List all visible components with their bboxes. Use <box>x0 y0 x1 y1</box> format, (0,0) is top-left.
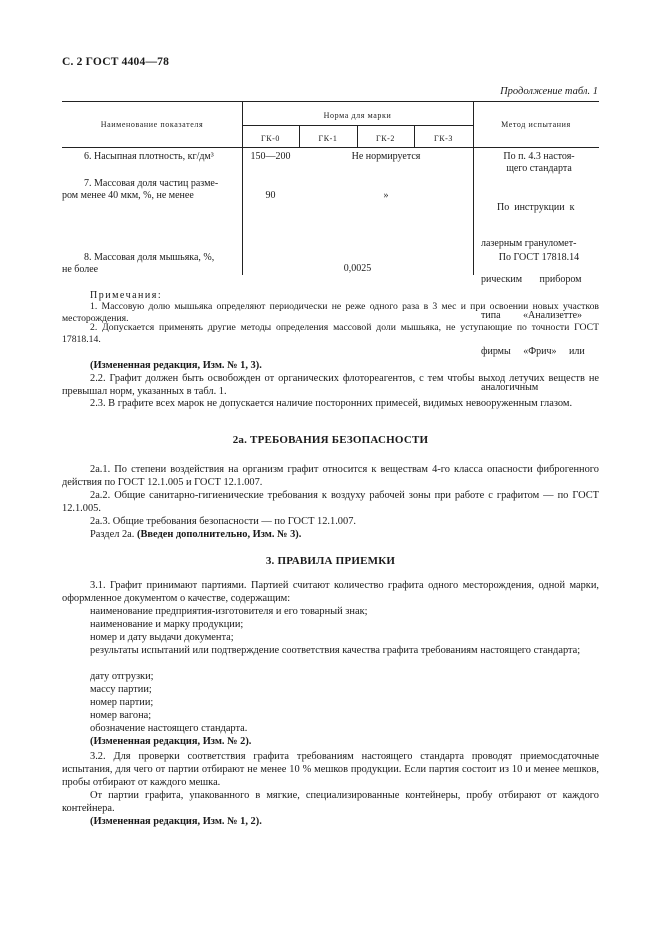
section-2a-added: (Введен дополнительно, Изм. № 3). <box>137 529 302 540</box>
list-item: наименование и марку продукции; <box>90 619 244 630</box>
table-row <box>62 252 242 276</box>
row-method: По п. 4.3 настоя- щего стандарта <box>503 151 575 174</box>
table-row <box>62 178 242 202</box>
paragraph-2-3: 2.3. В графите всех марок не допускается наличие посторонних примесей, видимых невооруженным глазом. <box>90 398 573 409</box>
row-method: По инструкции к лазерным грануломет- рическим прибором типа «Анализетте» фирмы «Фрич» или аналогичным <box>481 202 585 393</box>
paragraph-2a-2: 2а.2. Общие санитарно-гигиенические требования к воздуху рабочей зоны при работе с графитом — по ГОСТ 12.1.005. <box>62 490 599 514</box>
table-top-border <box>62 101 599 102</box>
col-header-grade: ГК-1 <box>318 134 338 143</box>
section-2a-amendment <box>62 528 599 541</box>
row-indicator: не более <box>62 264 99 275</box>
paragraph-2a-3: 2а.3. Общие требования безопасности — по ГОСТ 12.1.007. <box>90 516 356 527</box>
list-item: результаты испытаний или подтверждение соответствия качества графита требованиям настоящего стандарта; <box>90 645 581 656</box>
section-2a-title: 2а. ТРЕБОВАНИЯ БЕЗОПАСНОСТИ <box>232 434 429 446</box>
note-1: 1. Массовую долю мышьяка определяют периодически не реже одного раза в 3 мес и при освоении новых участков месторождения. <box>62 301 599 324</box>
list-item: номер партии; <box>90 697 154 708</box>
paragraph-3-1: 3.1. Графит принимают партиями. Партией считают количество графита одного месторождения, одной марки, оформленное документом о качестве, содержащим: <box>62 580 599 604</box>
section-2a-prefix: Раздел 2а. <box>90 529 137 540</box>
table-row <box>62 151 242 163</box>
row-value-all: 0,0025 <box>343 263 372 274</box>
list-item: массу партии; <box>90 684 152 695</box>
table-col-divider <box>242 101 243 275</box>
col-header-method: Метод испытания <box>501 120 571 129</box>
list-item: номер вагона; <box>90 710 152 721</box>
row-indicator: ром менее 40 мкм, %, не менее <box>62 190 194 201</box>
row-value-other: » <box>383 190 389 201</box>
list-item: обозначение настоящего стандарта. <box>90 723 248 734</box>
list-item: наименование предприятия-изготовителя и его товарный знак; <box>90 606 368 617</box>
row-value-gk0: 90 <box>265 190 276 201</box>
row-value-gk0: 150—200 <box>250 151 291 162</box>
row-indicator: 7. Массовая доля частиц разме- <box>84 178 219 189</box>
amendment-note: (Измененная редакция, Изм. № 2). <box>90 736 252 747</box>
row-method: По ГОСТ 17818.14 <box>498 252 580 263</box>
col-header-grade: ГК-2 <box>375 134 396 143</box>
col-header-grade: ГК-0 <box>260 134 281 143</box>
list-item: номер и дату выдачи документа; <box>90 632 234 643</box>
col-header-grade: ГК-3 <box>433 134 454 143</box>
col-header-norm: Норма для марки <box>323 111 392 120</box>
note-2: 2. Допускается применять другие методы определения массовой доли мышьяка, не уступающие по точности ГОСТ 17818.14. <box>62 322 599 345</box>
table-continuation-label: Продолжение табл. 1 <box>500 86 598 97</box>
row-indicator: 6. Насыпная плотность, кг/дм³ <box>84 151 214 162</box>
table-header-bottom <box>62 147 599 148</box>
paragraph-3-2b: От партии графита, упакованного в мягкие, специализированные контейнеры, пробу отбирают от каждого контейнера. <box>62 790 599 814</box>
col-header-indicator: Наименование показателя <box>100 120 204 129</box>
paragraph-3-2: 3.2. Для проверки соответствия графита требованиям настоящего стандарта проводят приемосдаточные испытания, для чего от партии отбирают не менее 10 % мешков продукции. Если партия состоит из 10 и менее мешков, пробы отбирают от каждого мешка. <box>62 751 599 788</box>
amendment-note: (Измененная редакция, Изм. № 1, 3). <box>90 360 262 371</box>
row-value-other: Не нормируется <box>351 151 421 162</box>
section-3-title: 3. ПРАВИЛА ПРИЕМКИ <box>265 555 396 567</box>
paragraph-2a-1: 2а.1. По степени воздействия на организм графит относится к веществам 4-го класса опасности фиброгенного действия по ГОСТ 12.1.005 и ГОСТ 12.1.007. <box>62 464 599 488</box>
list-item: дату отгрузки; <box>90 671 154 682</box>
row-indicator: 8. Массовая доля мышьяка, %, <box>84 252 215 263</box>
page-header: С. 2 ГОСТ 4404—78 <box>62 56 170 68</box>
amendment-note: (Измененная редакция, Изм. № 1, 2). <box>90 816 262 827</box>
paragraph-2-2: 2.2. Графит должен быть освобожден от органических флотореагентов, с тем чтобы выход летучих веществ не превышал норм, указанных в табл. 1. <box>62 373 599 397</box>
notes-title: Примечания: <box>90 290 163 301</box>
